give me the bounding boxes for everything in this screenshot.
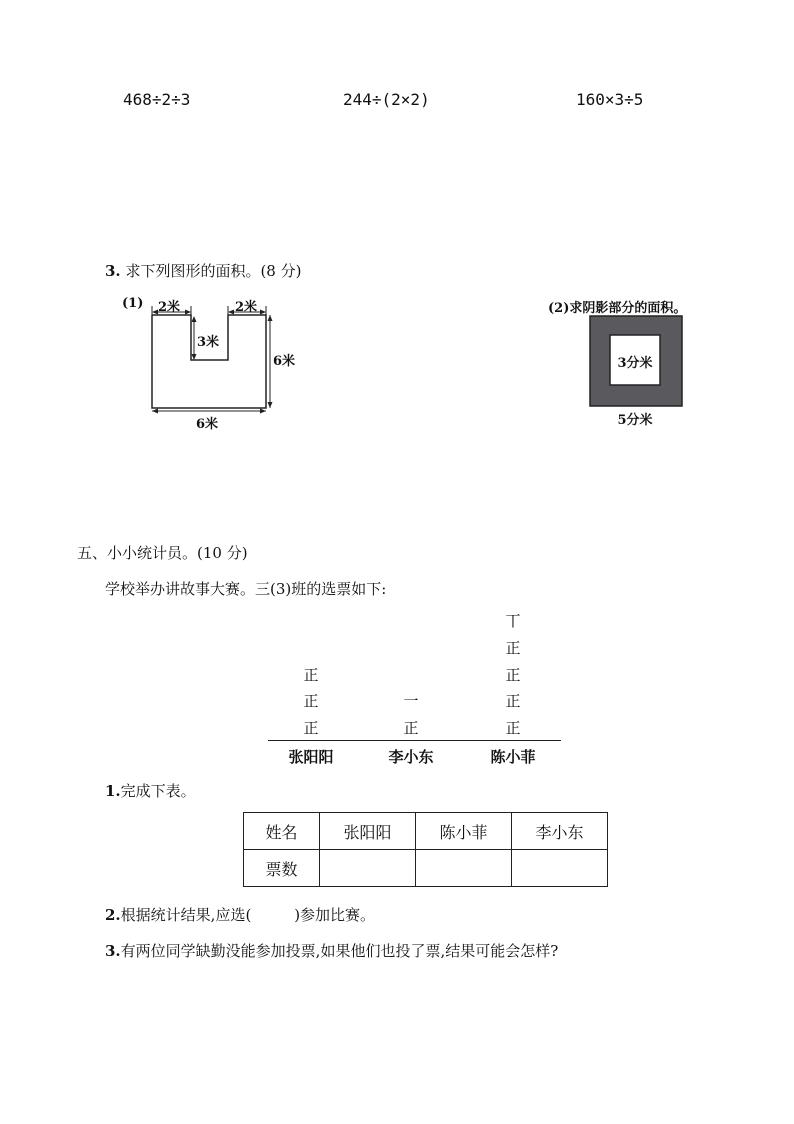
votes-cell-chen[interactable] [416,850,512,887]
s5-q3-text: 有两位同学缺勤没能参加投票,如果他们也投了票,结果可能会怎样? [120,942,559,960]
dim-top-right: 2米 [235,300,258,315]
votes-cell-li[interactable] [512,850,608,887]
expression-1: 468÷2÷3 [123,90,191,109]
tally-zhang-mark-2: 正 [303,692,319,710]
tally-li-mark-2: 一 [403,692,419,710]
tally-chen-mark-3: 正 [505,666,521,684]
tally-chen-mark-4: 正 [505,639,521,657]
q3-number: 3. [105,262,121,280]
dim-notch-depth: 3米 [197,335,220,350]
tally-chen-mark-2: 正 [505,692,521,710]
tally-zhang-mark-3: 正 [303,666,319,684]
section5-title: 五、小小统计员。(10 分) [77,544,248,562]
table-header-zhang: 张阳阳 [320,813,416,850]
tally-name-zhang: 张阳阳 [288,748,334,766]
vote-table [243,812,608,887]
table-header-li: 李小东 [512,813,608,850]
tally-chen-mark-1: 正 [505,719,521,737]
fig2-inner-label: 3分米 [617,356,653,371]
s5-q1 [105,780,196,801]
tally-li-mark-1: 正 [403,719,419,737]
table-row [244,813,608,850]
table-header-name: 姓名 [244,813,320,850]
tally-zhang-mark-1: 正 [303,719,319,737]
fig2-label: (2)求阴影部分的面积。 [548,301,687,316]
s5-q2 [105,904,375,925]
expression-2: 244÷(2×2) [343,90,430,109]
expression-3: 160×3÷5 [576,90,644,109]
s5-q3 [105,940,558,961]
dim-bottom: 6米 [196,417,219,432]
u-shape-outline [152,315,266,408]
table-row [244,850,608,887]
tally-name-chen: 陈小菲 [490,748,536,766]
s5-q2-text: 根据统计结果,应选( )参加比赛。 [120,906,376,924]
s5-q3-number: 3. [105,942,121,960]
table-header-chen: 陈小菲 [416,813,512,850]
section5-intro: 学校举办讲故事大赛。三(3)班的选票如下: [105,580,387,598]
tally-chen-mark-5: 丅 [505,612,521,630]
s5-q1-number: 1. [105,782,121,800]
s5-q2-number: 2. [105,906,121,924]
fig2-outer-label: 5分米 [617,413,653,428]
votes-cell-zhang[interactable] [320,850,416,887]
dim-top-left: 2米 [158,300,181,315]
tally-baseline [268,740,561,741]
dim-height: 6米 [273,354,296,369]
s5-q1-text: 完成下表。 [120,782,196,800]
tally-name-li: 李小东 [388,748,434,766]
table-row-label: 票数 [244,850,320,887]
fig1-label: (1) [122,296,144,311]
q3-title: 求下列图形的面积。(8 分) [125,262,302,280]
